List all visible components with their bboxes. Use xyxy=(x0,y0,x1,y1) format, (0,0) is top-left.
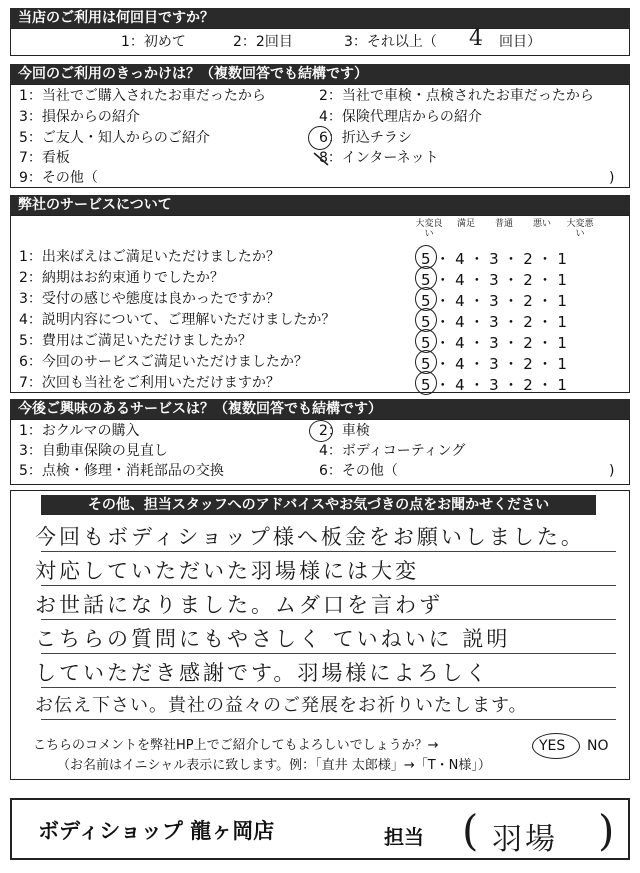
q3-question-2: 2：納期はお約束通りでしたか？ xyxy=(19,270,224,286)
staff-open-paren: ( xyxy=(462,806,479,855)
q2-box xyxy=(10,84,630,188)
comment-line-2[interactable]: 対応していただいた羽場様には大変 xyxy=(35,559,419,583)
q2-option-6[interactable]: 6：折込チラシ xyxy=(319,130,412,146)
q2-option-1[interactable]: 1：当社でご購入されたお車だったから xyxy=(19,88,266,104)
q1-title: 当店のご利用は何回目ですか？ xyxy=(10,8,630,28)
staff-name[interactable]: 羽場 xyxy=(492,822,558,857)
comment-line-1[interactable]: 今回もボディショップ様へ板金をお願いしました。 xyxy=(35,525,585,549)
q1-box xyxy=(10,28,630,56)
q2-option-4[interactable]: 4：保険代理店からの紹介 xyxy=(319,109,482,125)
comment-line-4[interactable]: こちらの質問にもやさしく ていねいに 説明 xyxy=(35,627,511,651)
q4-title: 今後ご興味のあるサービスは？（複数回答でも結構です） xyxy=(10,399,630,419)
q3-answer-circle-7 xyxy=(415,371,437,395)
q2-option-7[interactable]: 7：看板 xyxy=(19,150,70,166)
q3-scale-2[interactable]: 5 ・ 4 ・ 3 ・ 2 ・ 1 xyxy=(421,271,567,289)
q4-option-1[interactable]: 1：おクルマの購入 xyxy=(19,423,140,439)
q3-scale-1[interactable]: 5 ・ 4 ・ 3 ・ 2 ・ 1 xyxy=(421,250,567,268)
q1-option-2[interactable]: 2：2回目 xyxy=(233,34,293,50)
q3-scale-4[interactable]: 5 ・ 4 ・ 3 ・ 2 ・ 1 xyxy=(421,313,567,331)
q1-option-3[interactable]: 3：それ以上（ xyxy=(344,34,437,50)
comment-rule-3 xyxy=(41,619,616,620)
consent-yes-circle xyxy=(532,733,580,759)
q3-col-bad: 悪い xyxy=(532,219,551,229)
comment-rule-5 xyxy=(41,687,616,688)
q2-title: 今回のご利用のきっかけは？（複数回答でも結構です） xyxy=(10,64,630,84)
q3-question-1: 1：出来ばえはご満足いただけましたか？ xyxy=(19,249,280,265)
footer-box xyxy=(10,798,630,860)
comments-title: その他、担当スタッフへのアドバイスやお気づきの点をお聞かせください xyxy=(41,495,596,515)
q2-option-2[interactable]: 2：当社で車検・点検されたお車だったから xyxy=(319,88,594,104)
q4-option-4[interactable]: 4：ボディコーティング xyxy=(319,443,466,459)
comments-box xyxy=(10,490,630,780)
comment-rule-4 xyxy=(41,653,616,654)
q1-option-1[interactable]: 1：初めて xyxy=(121,34,186,50)
q3-col-very-good: 大変良い xyxy=(415,219,443,239)
q3-scale-6[interactable]: 5 ・ 4 ・ 3 ・ 2 ・ 1 xyxy=(421,355,567,373)
q4-option-3[interactable]: 3：自動車保険の見直し xyxy=(19,443,168,459)
q4-box xyxy=(10,419,630,485)
q3-scale-5[interactable]: 5 ・ 4 ・ 3 ・ 2 ・ 1 xyxy=(421,334,567,352)
comment-line-3[interactable]: お世話になりました。ムダ口を言わず xyxy=(35,593,443,617)
q1-visit-count[interactable]: 4 xyxy=(469,26,486,51)
q3-col-very-bad: 大変悪い xyxy=(566,219,594,239)
staff-close-paren: ) xyxy=(598,806,615,855)
consent-yes[interactable]: YES xyxy=(539,738,566,754)
q3-box xyxy=(10,215,630,393)
q3-question-6: 6：今回のサービスご満足いただけましたか？ xyxy=(19,354,308,370)
q3-title: 弊社のサービスについて xyxy=(10,195,630,215)
q2-option-3[interactable]: 3：損保からの紹介 xyxy=(19,109,140,125)
q3-scale-7[interactable]: 5 ・ 4 ・ 3 ・ 2 ・ 1 xyxy=(421,376,567,394)
comment-rule-2 xyxy=(41,585,616,586)
q4-option-6[interactable]: 6：その他（ xyxy=(319,463,398,479)
q3-col-normal: 普通 xyxy=(494,219,513,229)
consent-question: こちらのコメントを弊社HP上でご紹介してもよろしいでしょうか？→ xyxy=(33,738,439,753)
comment-line-5[interactable]: していただき感謝です。羽場様によろしく xyxy=(35,661,490,685)
q3-question-3: 3：受付の感じや態度は良かったですか？ xyxy=(19,291,280,307)
q2-option-6-circle xyxy=(308,126,332,150)
staff-label: 担当 xyxy=(384,825,424,849)
q4-option-6-close: ) xyxy=(609,463,615,479)
q3-question-7: 7：次回も当社をご利用いただけますか？ xyxy=(19,375,280,391)
comment-rule-6 xyxy=(41,719,616,720)
q1-option-3-suffix: 回目） xyxy=(499,34,541,50)
shop-name: ボディショップ 龍ヶ岡店 xyxy=(38,819,275,843)
q3-question-4: 4：説明内容について、ご理解いただけましたか？ xyxy=(19,312,336,328)
q2-option-9[interactable]: 9：その他（ xyxy=(19,170,98,186)
q3-col-satisfied: 満足 xyxy=(456,219,475,229)
q2-option-8-check-mark xyxy=(311,151,331,167)
q3-scale-3[interactable]: 5 ・ 4 ・ 3 ・ 2 ・ 1 xyxy=(421,292,567,310)
q2-option-9-close: ) xyxy=(609,170,615,186)
q4-option-2[interactable]: 2：車検 xyxy=(319,423,370,439)
q3-question-5: 5：費用はご満足いただけましたか？ xyxy=(19,333,252,349)
q2-option-8[interactable]: 8：インターネット xyxy=(319,150,439,166)
comment-line-6[interactable]: お伝え下さい。貴社の益々のご発展をお祈りいたします。 xyxy=(35,695,528,716)
consent-no[interactable]: NO xyxy=(587,738,609,754)
q4-option-2-circle xyxy=(309,420,333,442)
q2-option-5[interactable]: 5：ご友人・知人からのご紹介 xyxy=(19,130,210,146)
consent-note: （お名前はイニシャル表示に致します。例：「直井 太郎様」→「T・N様」） xyxy=(57,758,491,773)
q4-option-5[interactable]: 5：点検・修理・消耗部品の交換 xyxy=(19,463,224,479)
comment-rule-1 xyxy=(41,551,616,552)
